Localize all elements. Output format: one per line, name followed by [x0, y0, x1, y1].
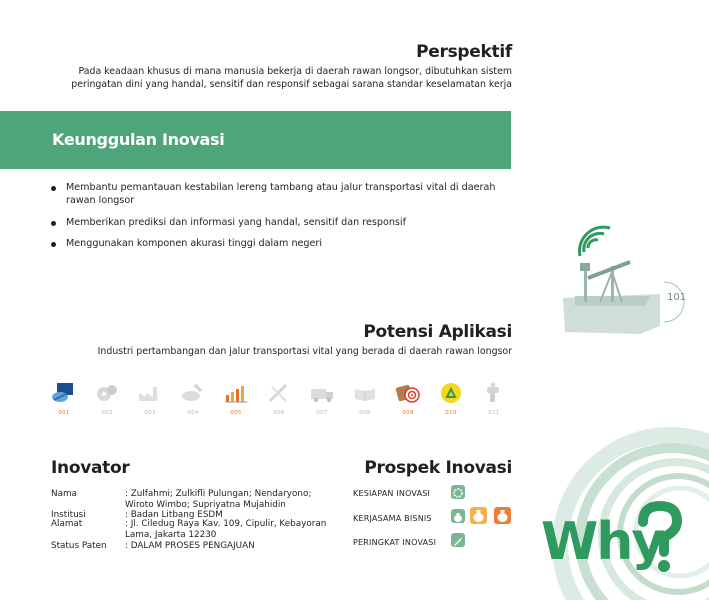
app-icon-002: 002: [92, 381, 122, 416]
why-text: Why: [541, 512, 664, 572]
medical-icon: [180, 381, 206, 405]
rocket-icon: [451, 533, 465, 547]
kesiapan-label: KESIAPAN INOVASI: [353, 489, 431, 498]
book-icon: [352, 381, 378, 405]
nama-value: : Zulfahmi; Zulkifli Pulungan; Nendaryono; Wiroto Wimbo; Supriyatna Mujahidin: [125, 489, 312, 510]
money-bag-icon: [470, 507, 487, 524]
recycle-icon: [438, 381, 464, 405]
institusi-value: : Badan Litbang ESDM: [125, 510, 223, 520]
nama-label: Nama: [51, 489, 77, 499]
app-icon-008: 008: [350, 381, 380, 416]
app-icon-001: 001: [49, 381, 79, 416]
alamat-value: : Jl. Ciledug Raya Kav. 109, Cipulir, Kebayoran Lama, Jakarta 12230: [125, 519, 327, 540]
institusi-label: Institusi: [51, 510, 86, 520]
app-icon-005: 005: [221, 381, 251, 416]
money-bag-icon: [451, 509, 465, 523]
prospek-title: Prospek Inovasi: [364, 458, 512, 478]
truck-icon: [309, 381, 335, 405]
bullet-icon: [51, 186, 56, 191]
app-icon-007: 007: [307, 381, 337, 416]
gears-icon: [94, 381, 120, 405]
potensi-title: Potensi Aplikasi: [363, 322, 512, 342]
list-item: Memberikan prediksi dan informasi yang handal, sensitif dan responsif: [50, 217, 510, 230]
peringkat-label: PERINGKAT INOVASI: [353, 538, 437, 547]
list-item: Membantu pemantauan kestabilan lereng tambang atau jalur transportasi vital di daerah rawan longsor: [50, 182, 510, 208]
kerjasama-label: KERJASAMA BISNIS: [353, 514, 432, 523]
factory-icon: [137, 381, 163, 405]
satellite-dish-icon: [51, 381, 77, 405]
bar-chart-icon: [223, 381, 249, 405]
bullet-icon: [51, 242, 56, 247]
app-icon-006: 006: [264, 381, 294, 416]
faucet-icon: [481, 381, 507, 405]
bullet-icon: [51, 221, 56, 226]
money-bag-icon: [494, 507, 511, 524]
app-icon-003: 003: [135, 381, 165, 416]
page-number: 101: [667, 292, 687, 303]
kesiapan-gear-icon: [451, 485, 465, 499]
oil-pump-illustration: [563, 227, 660, 334]
app-icon-009: 009: [393, 381, 423, 416]
alamat-label: Alamat: [51, 519, 83, 529]
paten-label: Status Paten: [51, 541, 107, 551]
app-icon-004: 004: [178, 381, 208, 416]
keunggulan-list: [50, 182, 510, 260]
app-icon-011: 011: [479, 381, 509, 416]
target-icon: [395, 381, 421, 405]
perspektif-text: Pada keadaan khusus di mana manusia bekerja di daerah rawan longsor, dibutuhkan sistem peringatan dini yang handal, sensitif dan responsif sebagai sarana standar keselamatan kerja: [71, 66, 512, 90]
potensi-text: Industri pertambangan dan jalur transportasi vital yang berada di daerah rawan longsor: [97, 346, 512, 357]
keunggulan-title: Keunggulan Inovasi: [52, 130, 225, 149]
inovator-title: Inovator: [51, 458, 130, 478]
list-item: Menggunakan komponen akurasi tinggi dalam negeri: [50, 238, 510, 251]
tools-icon: [266, 381, 292, 405]
perspektif-title: Perspektif: [416, 42, 512, 62]
paten-value: : DALAM PROSES PENGAJUAN: [125, 541, 255, 551]
app-icon-010: 010: [436, 381, 466, 416]
